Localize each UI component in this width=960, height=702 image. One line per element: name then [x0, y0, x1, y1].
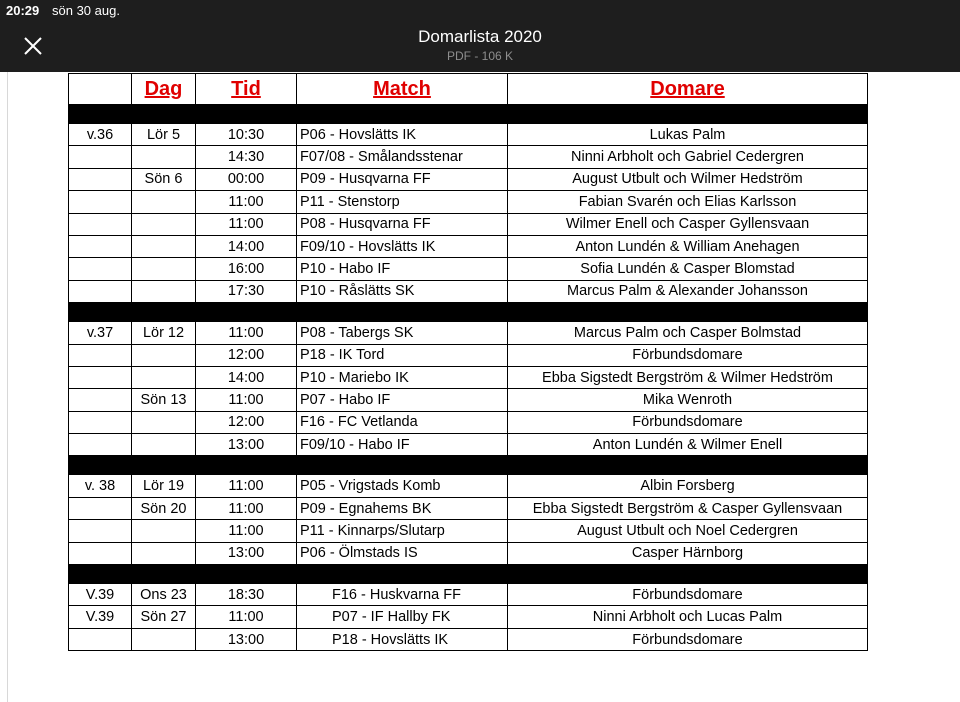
table-row	[69, 213, 868, 235]
week-cell	[69, 168, 132, 190]
referee-cell: Anton Lundén & Wilmer Enell	[508, 434, 868, 456]
day-cell	[132, 344, 196, 366]
time-cell: 11:00	[196, 606, 297, 628]
status-time: 20:29	[6, 3, 40, 18]
table-row	[69, 124, 868, 146]
match-cell: P10 - Habo IF	[297, 258, 508, 280]
day-cell: Sön 13	[132, 389, 196, 411]
day-cell: Sön 6	[132, 168, 196, 190]
match-cell: P10 - Råslätts SK	[297, 280, 508, 302]
table-row	[69, 606, 868, 628]
week-cell	[69, 258, 132, 280]
match-cell: P18 - IK Tord	[297, 344, 508, 366]
week-cell	[69, 191, 132, 213]
day-cell: Sön 20	[132, 497, 196, 519]
time-cell: 12:00	[196, 344, 297, 366]
time-cell: 11:00	[196, 475, 297, 497]
table-row	[69, 344, 868, 366]
week-cell	[69, 344, 132, 366]
table-row	[69, 235, 868, 257]
match-cell: P09 - Egnahems BK	[297, 497, 508, 519]
referee-cell: August Utbult och Wilmer Hedström	[508, 168, 868, 190]
day-cell: Lör 12	[132, 322, 196, 344]
referee-cell: Förbundsdomare	[508, 584, 868, 606]
week-cell	[69, 434, 132, 456]
status-date: sön 30 aug.	[52, 3, 120, 18]
header-match: Match	[297, 74, 508, 105]
day-cell: Sön 27	[132, 606, 196, 628]
week-cell	[69, 213, 132, 235]
referee-cell: August Utbult och Noel Cedergren	[508, 520, 868, 542]
referee-cell: Mika Wenroth	[508, 389, 868, 411]
match-cell: P11 - Kinnarps/Slutarp	[297, 520, 508, 542]
table-row	[69, 146, 868, 168]
match-cell: F09/10 - Hovslätts IK	[297, 235, 508, 257]
referee-cell: Anton Lundén & William Anehagen	[508, 235, 868, 257]
day-cell	[132, 146, 196, 168]
day-cell: Lör 5	[132, 124, 196, 146]
week-cell: v. 38	[69, 475, 132, 497]
day-cell	[132, 235, 196, 257]
day-cell	[132, 520, 196, 542]
document-subtitle: PDF - 106 K	[446, 49, 514, 63]
table-row	[69, 628, 868, 650]
day-cell: Lör 19	[132, 475, 196, 497]
week-cell	[69, 146, 132, 168]
table-row	[69, 434, 868, 456]
week-cell: v.37	[69, 322, 132, 344]
time-cell: 18:30	[196, 584, 297, 606]
match-cell: P06 - Hovslätts IK	[297, 124, 508, 146]
day-cell	[132, 280, 196, 302]
document-title: Domarlista 2020	[418, 27, 542, 46]
match-cell: P06 - Ölmstads IS	[297, 542, 508, 564]
separator-bar	[69, 456, 868, 475]
referee-cell: Lukas Palm	[508, 124, 868, 146]
week-cell	[69, 497, 132, 519]
referee-schedule-table	[68, 73, 868, 651]
separator-bar	[69, 565, 868, 584]
match-cell: P07 - IF Hallby FK	[297, 606, 508, 628]
day-cell	[132, 434, 196, 456]
week-cell	[69, 235, 132, 257]
table-row	[69, 584, 868, 606]
header-day: Dag	[132, 74, 196, 105]
week-separator	[69, 303, 868, 322]
header-time: Tid	[196, 74, 297, 105]
day-cell: Ons 23	[132, 584, 196, 606]
week-cell: v.36	[69, 124, 132, 146]
time-cell: 11:00	[196, 322, 297, 344]
week-cell	[69, 366, 132, 388]
table-row	[69, 497, 868, 519]
table-row	[69, 191, 868, 213]
week-cell	[69, 389, 132, 411]
week-cell	[69, 628, 132, 650]
match-cell: P18 - Hovslätts IK	[297, 628, 508, 650]
day-cell	[132, 191, 196, 213]
week-cell	[69, 411, 132, 433]
time-cell: 13:00	[196, 542, 297, 564]
table-row	[69, 258, 868, 280]
referee-cell: Förbundsdomare	[508, 411, 868, 433]
separator-bar	[69, 105, 868, 124]
day-cell	[132, 411, 196, 433]
referee-cell: Fabian Svarén och Elias Karlsson	[508, 191, 868, 213]
match-cell: P08 - Husqvarna FF	[297, 213, 508, 235]
match-cell: F16 - Huskvarna FF	[297, 584, 508, 606]
referee-cell: Ninni Arbholt och Lucas Palm	[508, 606, 868, 628]
week-cell: V.39	[69, 606, 132, 628]
viewer-header	[0, 0, 960, 72]
week-cell	[69, 542, 132, 564]
table-row	[69, 366, 868, 388]
referee-cell: Förbundsdomare	[508, 628, 868, 650]
referee-cell: Albin Forsberg	[508, 475, 868, 497]
time-cell: 14:00	[196, 366, 297, 388]
time-cell: 11:00	[196, 389, 297, 411]
referee-cell: Casper Härnborg	[508, 542, 868, 564]
match-cell: P11 - Stenstorp	[297, 191, 508, 213]
week-separator	[69, 565, 868, 584]
time-cell: 11:00	[196, 520, 297, 542]
table-row	[69, 168, 868, 190]
referee-cell: Marcus Palm & Alexander Johansson	[508, 280, 868, 302]
day-cell	[132, 628, 196, 650]
week-cell	[69, 520, 132, 542]
week-cell	[69, 280, 132, 302]
header-referee: Domare	[508, 74, 868, 105]
referee-cell: Sofia Lundén & Casper Blomstad	[508, 258, 868, 280]
match-cell: P05 - Vrigstads Komb	[297, 475, 508, 497]
week-separator	[69, 456, 868, 475]
time-cell: 00:00	[196, 168, 297, 190]
time-cell: 13:00	[196, 434, 297, 456]
match-cell: F16 - FC Vetlanda	[297, 411, 508, 433]
referee-cell: Ebba Sigstedt Bergström & Casper Gyllensvaan	[508, 497, 868, 519]
day-cell	[132, 542, 196, 564]
time-cell: 17:30	[196, 280, 297, 302]
time-cell: 10:30	[196, 124, 297, 146]
day-cell	[132, 213, 196, 235]
table-row	[69, 389, 868, 411]
page-edge	[7, 72, 8, 702]
table-row	[69, 322, 868, 344]
referee-cell: Förbundsdomare	[508, 344, 868, 366]
table-row	[69, 475, 868, 497]
header-week	[69, 74, 132, 105]
time-cell: 11:00	[196, 191, 297, 213]
match-cell: P09 - Husqvarna FF	[297, 168, 508, 190]
separator-bar	[69, 303, 868, 322]
week-separator	[69, 105, 868, 124]
referee-cell: Marcus Palm och Casper Bolmstad	[508, 322, 868, 344]
referee-cell: Wilmer Enell och Casper Gyllensvaan	[508, 213, 868, 235]
time-cell: 13:00	[196, 628, 297, 650]
referee-cell: Ebba Sigstedt Bergström & Wilmer Hedström	[508, 366, 868, 388]
time-cell: 11:00	[196, 213, 297, 235]
match-cell: F09/10 - Habo IF	[297, 434, 508, 456]
match-cell: P08 - Tabergs SK	[297, 322, 508, 344]
match-cell: P07 - Habo IF	[297, 389, 508, 411]
referee-cell: Ninni Arbholt och Gabriel Cedergren	[508, 146, 868, 168]
table-row	[69, 280, 868, 302]
week-cell: V.39	[69, 584, 132, 606]
match-cell: P10 - Mariebo IK	[297, 366, 508, 388]
table-header-row	[69, 74, 868, 105]
table-row	[69, 542, 868, 564]
time-cell: 12:00	[196, 411, 297, 433]
day-cell	[132, 258, 196, 280]
table-row	[69, 411, 868, 433]
time-cell: 14:30	[196, 146, 297, 168]
time-cell: 11:00	[196, 497, 297, 519]
time-cell: 14:00	[196, 235, 297, 257]
day-cell	[132, 366, 196, 388]
table-row	[69, 520, 868, 542]
match-cell: F07/08 - Smålandsstenar	[297, 146, 508, 168]
time-cell: 16:00	[196, 258, 297, 280]
